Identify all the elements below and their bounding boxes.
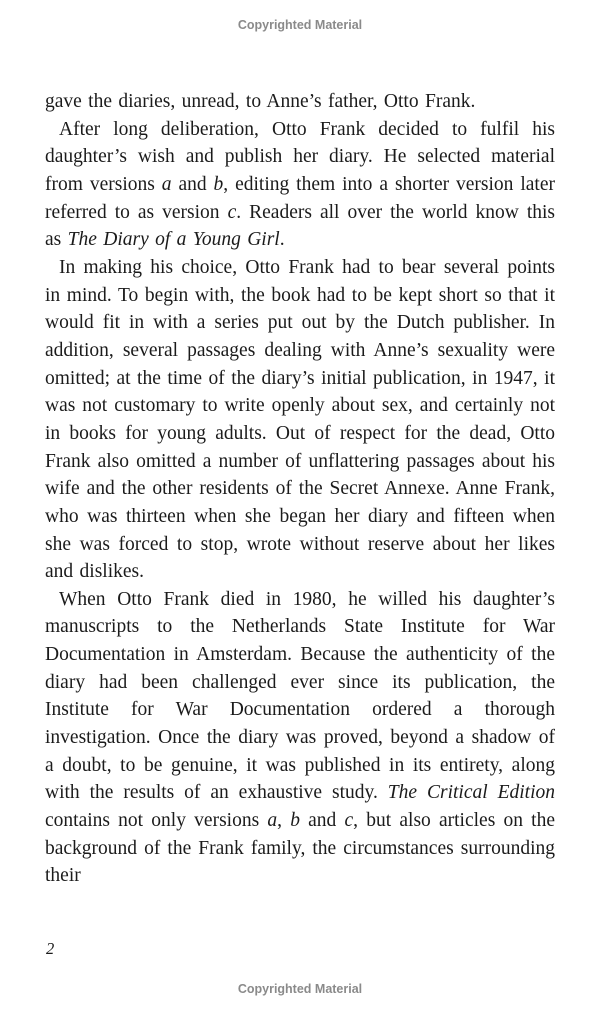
text-run: After long deliberation, Otto Frank decided to fulfil his daughter’s wish and publish her diary. He selected material from versions bbox=[45, 118, 555, 195]
italic-text-run: b bbox=[290, 810, 300, 832]
italic-text-run: c bbox=[227, 201, 237, 223]
text-run: In making his choice, Otto Frank had to bear several points in mind. To begin with, the book had to be kept short so that it would fit in with a series put out by the Dutch publisher. In addition, several passages dealing with Anne’s sexuality were omitted; at the time of the diary’s initial publication, in 1947, it was not customary to write openly about sex, and certainly not in books for young adults. Out of respect for the dead, Otto Frank also omitted a number of unflattering passages about his wife and the other residents of the Secret Annexe. Anne Frank, who was thirteen when she began her diary and fifteen when she was forced to stop, wrote without reserve about her likes and dislikes. bbox=[45, 256, 555, 583]
header-copyright-notice: Copyrighted Material bbox=[237, 18, 363, 32]
text-run: gave the diaries, unread, to Anne’s father, Otto Frank. bbox=[45, 91, 476, 112]
text-run: and bbox=[171, 173, 214, 195]
text-run: . bbox=[279, 229, 285, 251]
italic-text-run: c bbox=[344, 810, 354, 832]
italic-text-run: b bbox=[213, 173, 224, 195]
italic-text-run: a bbox=[161, 173, 172, 195]
italic-text-run: The Diary of a Young Girl bbox=[67, 229, 280, 251]
italic-text-run: The Critical Edition bbox=[387, 782, 555, 804]
paragraph bbox=[45, 586, 555, 890]
footer-copyright-notice: Copyrighted Material bbox=[237, 982, 363, 996]
italic-text-run: a bbox=[267, 810, 278, 832]
text-run: , but also articles on the background of the Frank family, the circumstances surrounding their bbox=[45, 810, 556, 887]
body-text bbox=[45, 88, 555, 890]
text-run: , editing them into a shorter version later referred to as version bbox=[45, 173, 555, 223]
paragraph bbox=[45, 88, 555, 116]
text-run: and bbox=[299, 810, 345, 832]
text-run: contains not only versions bbox=[45, 810, 268, 832]
text-run: , bbox=[277, 810, 291, 832]
paragraph bbox=[45, 116, 555, 254]
page-number: 2 bbox=[46, 939, 55, 958]
paragraph bbox=[45, 254, 555, 586]
text-run: . Readers all over the world know this as bbox=[45, 201, 555, 251]
text-run: When Otto Frank died in 1980, he willed his daughter’s manuscripts to the Netherlands State Institute for War Documentation in Amsterdam. Because the authenticity of the diary had been challenged ever since its publication, the Institute for War Documentation ordered a thorough investigation. Once the diary was proved, beyond a shadow of a doubt, to be genuine, it was published in its entirety, along with the results of an exhaustive study. bbox=[45, 588, 555, 804]
